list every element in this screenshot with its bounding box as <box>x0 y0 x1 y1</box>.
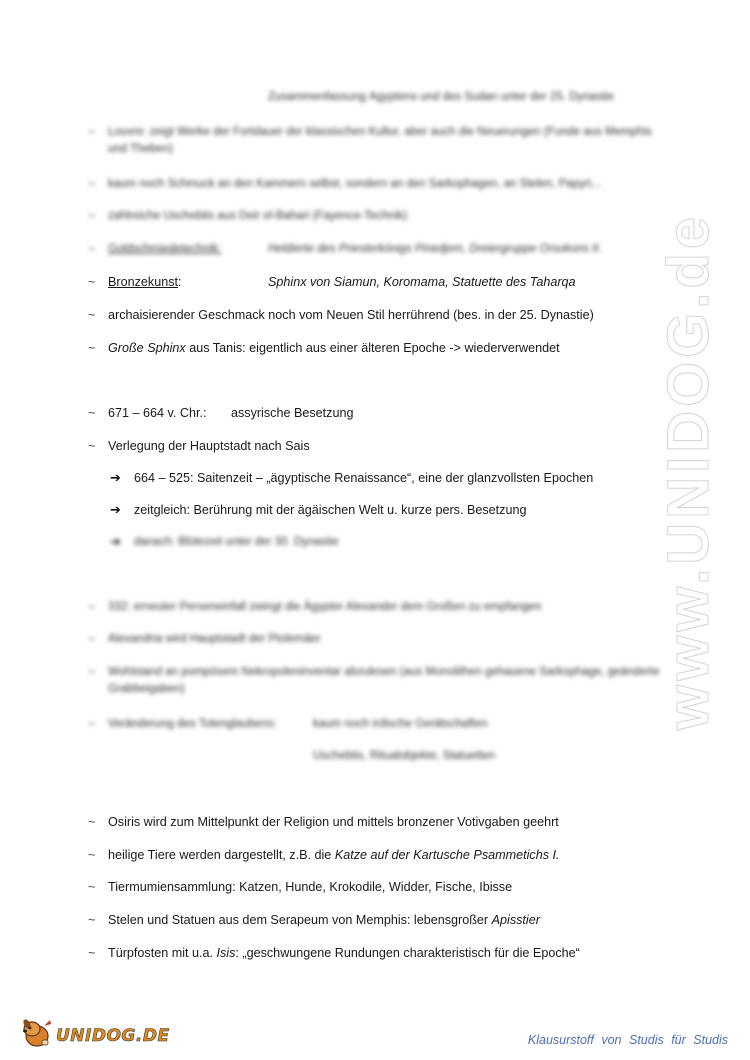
document-title: Zusammenfassung Ägyptens und des Sudan unter der 25. Dynastie <box>268 91 614 103</box>
arrow-right-icon: ➔ <box>110 534 121 549</box>
arrow-right-icon: ➔ <box>110 502 121 517</box>
arrow-right-icon: ➔ <box>110 470 121 485</box>
watermark: www.UNIDOG.de <box>656 212 721 730</box>
unidog-logo[interactable]: UNIDOG.DE <box>20 1014 160 1054</box>
footer-tagline: Klausurstoff von Studis für Studis <box>527 1033 728 1047</box>
document-page: Zusammenfassung Ägyptens und des Sudan unter der 25. Dynastie ~ Louvre: zeigt Werke der Fortdauer der klassischen Kultur, aber auch die Neuerungen (Funde aus Memphis und Theben) ~ kaum noch Schmuck an den Kammern selbst, sondern an den Sarkophagen, an Stelen, Papyri... ~ zahlreiche Uschebtis aus Deir el-Bahari (Fayence-Technik) ~ Goldschmiedetechnik: Heldierte des Priesterkönigs Pinedjem, Dreiergruppe Orsokons II. ~ Bronzekunst: Sphinx von Siamun, Koromama, Statuette des Taharqa ~ archaisierender Geschmack noch vom Neuen Stil herrührend (bes. in der 25. Dynastie) ~ Große Sphinx aus Tanis: eigentlich aus einer älteren Epoche -> wiederverwendet ~ 671 – 664 v. Chr.: assyrische Besetzung ~ Verlegung der Hauptstadt nach Sais ➔ 664 – 525: Saitenzeit – „ägyptische Renaissance“, eine der glanzvollsten Epochen ➔ zeitgleich: Berührung mit der ägäischen Welt u. kurze pers. Besetzung ➔ danach: Blütezeit unter der 30. Dynastie ~ 332: erneuter Perseneinfall zwingt die Ägypter Alexander dem Großen zu empfangen ~ Alexandria wird Hauptstadt der Ptolemäer ~ Wohlstand an pompösem Nekropoleninventar abzulesen (aus Monolithen gehauene Sarkophage, geänderte Grabbeigaben) ~ Veränderung des Totenglaubens: kaum noch irdische Gerätschaften Uschebtis, Ritualobjekte, Statuetten ~ Osiris wird zum Mittelpunkt der Religion und mittels bronzener Votivgaben geehrt ~ heilige Tiere werden dargestellt, z.B. die Katze auf der Kartusche Psammetichs I. ~ Tiermumiensammlung: Katzen, Hunde, Krokodile, Widder, Fische, Ibisse ~ Stelen und Statuen aus dem Serapeum von Memphis: lebensgroßer Apisstier ~ Türpfosten mit u.a. Isis: „geschwungene Rundungen charakteristisch für die Epoche“ www.UNIDOG.de UNIDOG.DE Klausurstoff von Studis für Studis <box>0 0 750 1060</box>
dog-mascot-icon <box>20 1014 56 1050</box>
